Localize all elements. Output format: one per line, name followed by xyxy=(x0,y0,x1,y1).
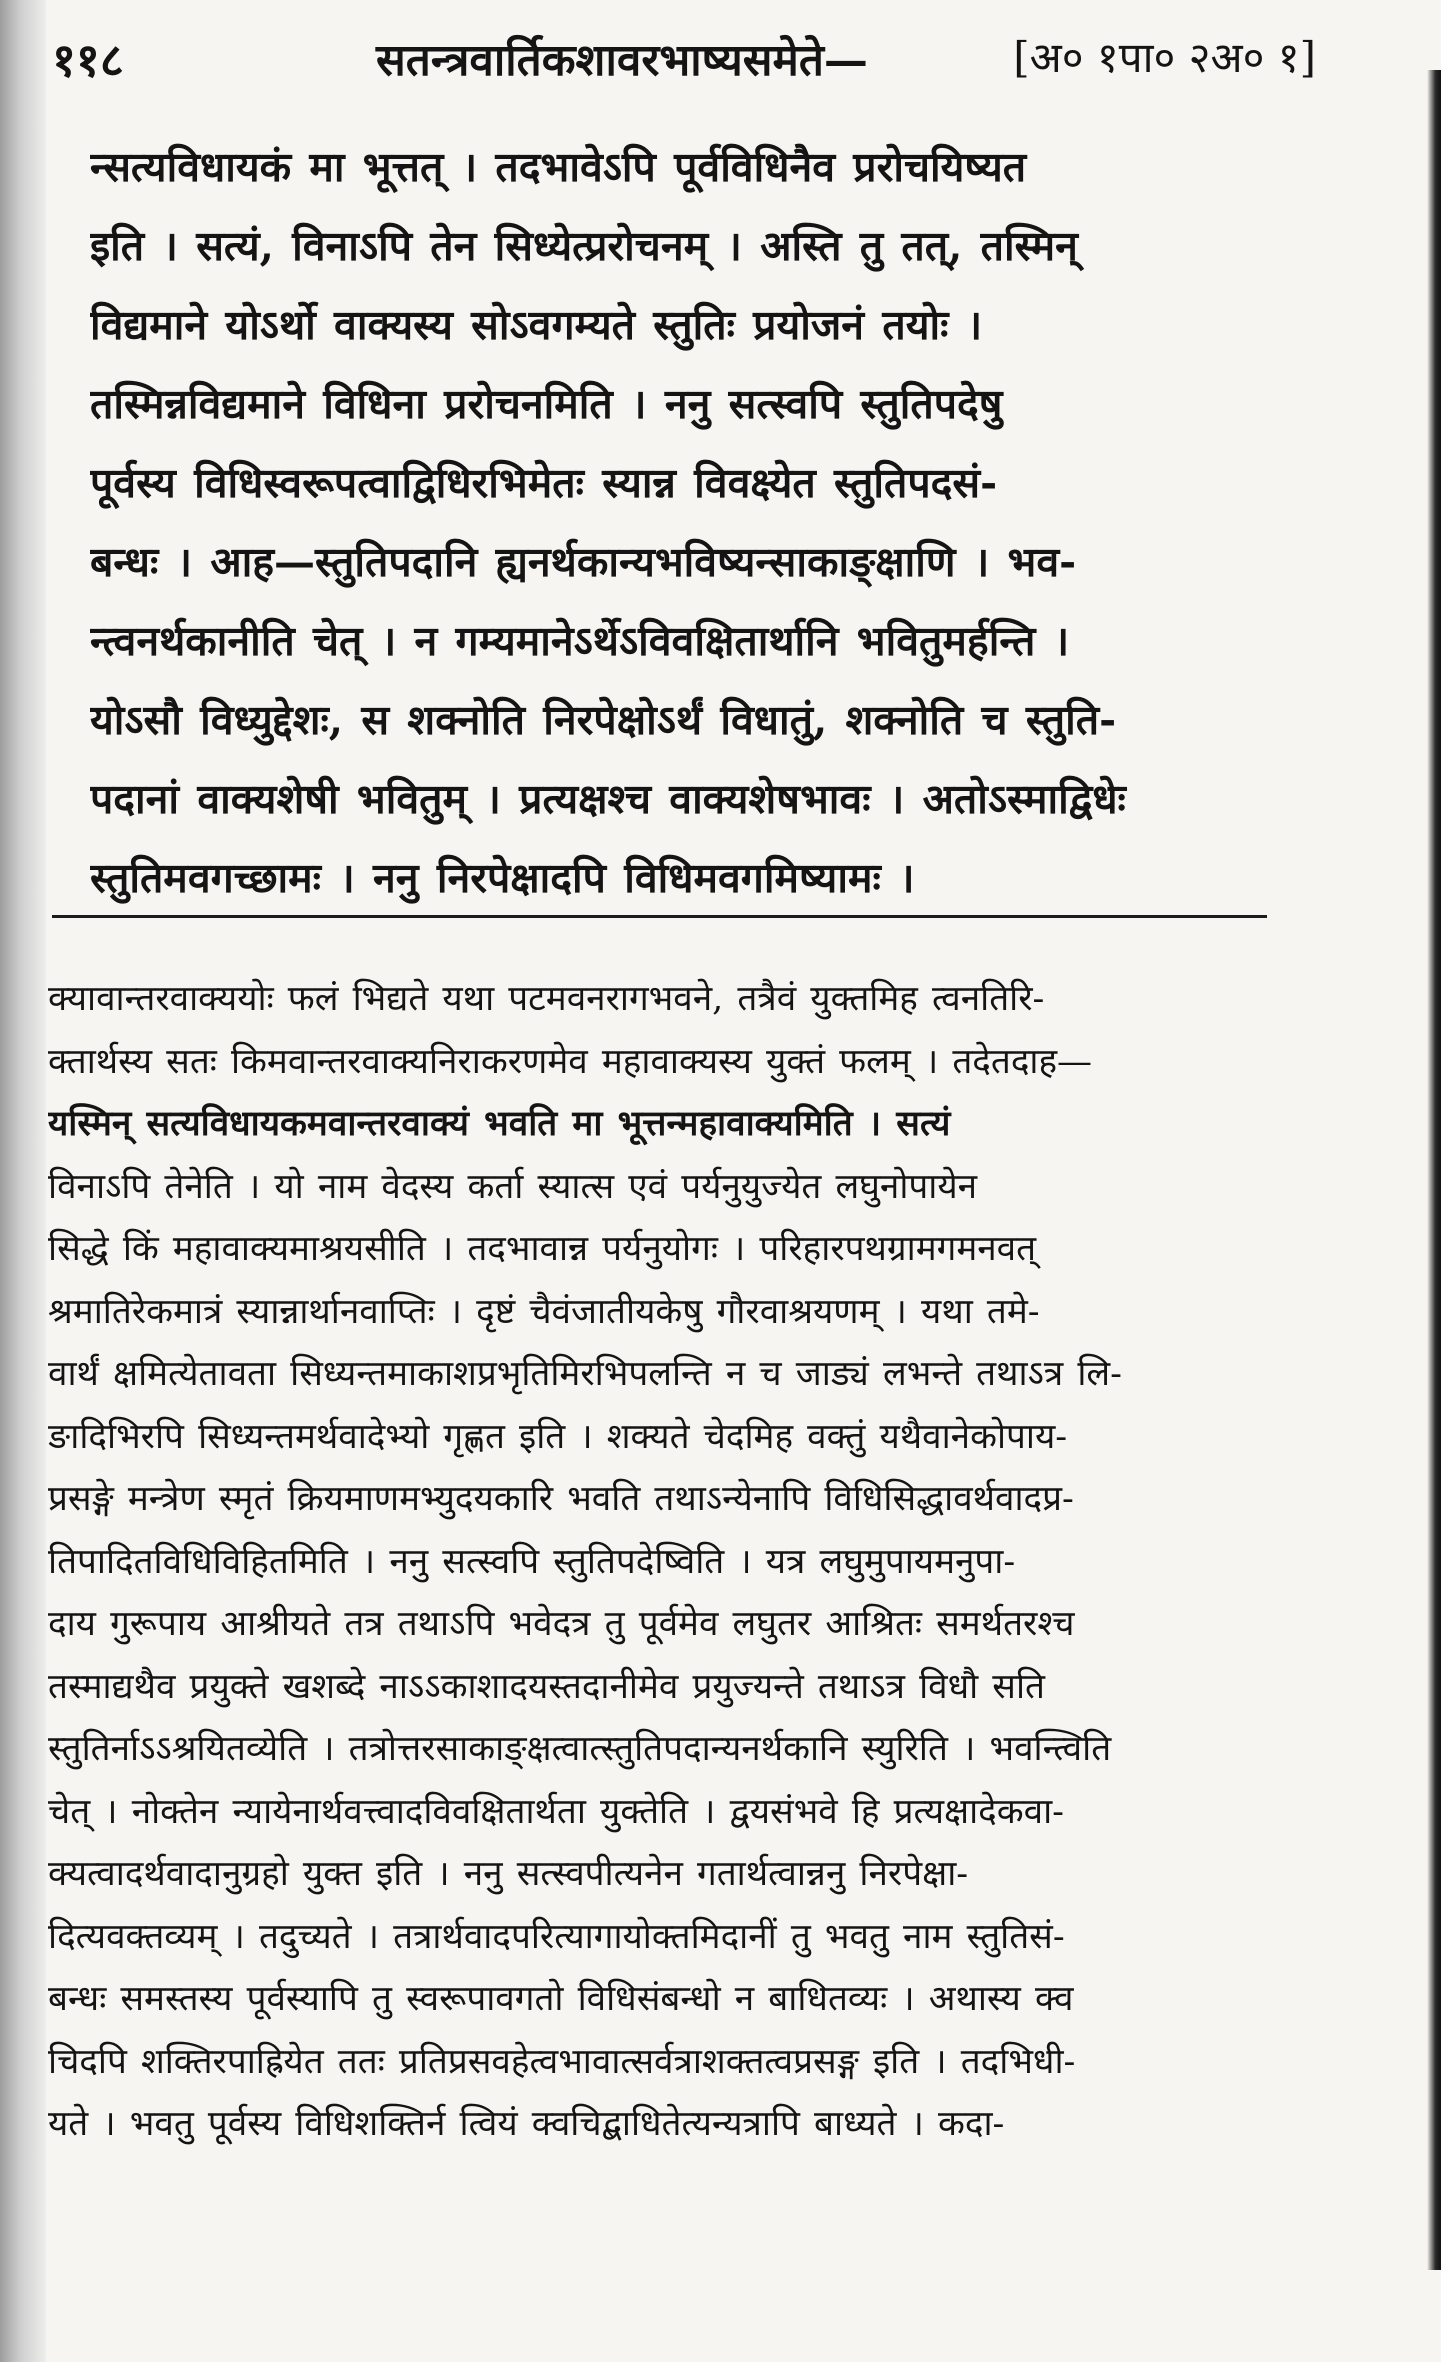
commentary-line: क्यत्वादर्थवादानुग्रहो युक्त इति । ननु सत्स्वपीत्यनेन गतार्थत्वान्ननु निरपेक्षा- xyxy=(48,1854,969,1894)
main-text-line: स्तुतिमवगच्छामः । ननु निरपेक्षादपि विधिमवगमिष्यामः । xyxy=(90,854,915,902)
commentary-line: तस्माद्यथैव प्रयुक्ते खशब्दे नाऽऽकाशादयस्तदानीमेव प्रयुज्यन्ते तथाऽत्र विधौ सति xyxy=(48,1666,1045,1707)
main-text-line: योऽसौ विध्युद्देशः, स शक्नोति निरपेक्षोऽर्थं विधातुं, शक्नोति च स्तुति- xyxy=(90,696,1117,744)
main-text-block xyxy=(90,128,1250,918)
main-text-line: विद्यमाने योऽर्थो वाक्यस्य सोऽवगम्यते स्तुतिः प्रयोजनं तयोः । xyxy=(90,301,983,349)
commentary-line: वार्थं क्षमित्येतावता सिध्यन्तमाकाशप्रभृतिमिरभिपलन्ति न च जाड्यं लभन्ते तथाऽत्र लि- xyxy=(48,1354,1122,1394)
right-edge-shadow xyxy=(1427,70,1441,2270)
main-text-line: बन्धः । आह—स्तुतिपदानि ह्यनर्थकान्यभविष्यन्साकाङ्क्षाणि । भव- xyxy=(90,538,1077,586)
page-spine-shadow xyxy=(0,0,46,2362)
commentary-line: यते । भवतु पूर्वस्य विधिशक्तिर्न त्वियं क्वचिद्बाधितेत्यन्यत्रापि बाध्यते । कदा- xyxy=(48,2104,1005,2144)
commentary-line: प्रसङ्गे मन्त्रेण स्मृतं क्रियमाणमभ्युदयकारि भवति तथाऽन्येनापि विधिसिद्धावर्थवादप्र- xyxy=(48,1479,1074,1519)
main-text-line: पूर्वस्य विधिस्वरूपत्वाद्विधिरभिमेतः स्यान्न विवक्ष्येत स्तुतिपदसं- xyxy=(90,459,998,507)
commentary-line: श्रमातिरेकमात्रं स्यान्नार्थानवाप्तिः । दृष्टं चैवंजातीयकेषु गौरवाश्रयणम् । यथा तमे- xyxy=(48,1291,1040,1332)
running-title: सतन्त्रवार्तिकशावरभाष्यसमेते— xyxy=(376,35,868,86)
main-text-line: न्त्वनर्थकानीति चेत् । न गम्यमानेऽर्थेऽविवक्षितार्थानि भवितुमर्हन्ति । xyxy=(90,617,1070,665)
commentary-line: बन्धः समस्तस्य पूर्वस्यापि तु स्वरूपावगतो विधिसंबन्धो न बाधितव्यः । अथास्य क्व xyxy=(48,1979,1074,2019)
commentary-line: दित्यवक्तव्यम् । तदुच्यते । तत्रार्थवादपरित्यागायोक्तमिदानीं तु भवतु नाम स्तुतिसं- xyxy=(48,1916,1065,1957)
commentary-line: सिद्धे किं महावाक्यमाश्रयसीति । तदभावान्न पर्यनुयोगः । परिहारपथग्रामगमनवत् xyxy=(48,1229,1037,1269)
commentary-line: स्तुतिर्नाऽऽश्रयितव्येति । तत्रोत्तरसाकाङ्क्षत्वात्स्तुतिपदान्यनर्थकानि स्युरिति । भवन्त्विति xyxy=(48,1729,1112,1769)
commentary-line: तिपादितविधिविहितमिति । ननु सत्स्वपि स्तुतिपदेष्विति । यत्र लघुमुपायमनुपा- xyxy=(48,1541,1016,1582)
commentary-line: दाय गुरूपाय आश्रीयते तत्र तथाऽपि भवेदत्र तु पूर्वमेव लघुतर आश्रितः समर्थतरश्च xyxy=(48,1604,1075,1644)
commentary-line: ङादिभिरपि सिध्यन्तमर्थवादेभ्यो गृह्णत इति । शक्यते चेदमिह वक्तुं यथैवानेकोपाय- xyxy=(48,1416,1068,1457)
commentary-block xyxy=(48,968,1298,2156)
main-text-line: न्सत्यविधायकं मा भूत्तत् । तदभावेऽपि पूर्वविधिनैव प्ररोचयिष्यत xyxy=(90,143,1027,191)
commentary-line: क्तार्थस्य सतः किमवान्तरवाक्यनिराकरणमेव महावाक्यस्य युक्तं फलम् । तदेतदाह— xyxy=(48,1041,1093,1082)
main-text-line: पदानां वाक्यशेषी भवितुम् । प्रत्यक्षश्च वाक्यशेषभावः । अतोऽस्माद्विधेः xyxy=(90,775,1126,823)
commentary-line: यस्मिन् सत्यविधायकमवान्तरवाक्यं भवति मा भूत्तन्महावाक्यमिति । सत्यं xyxy=(48,1103,951,1144)
section-divider xyxy=(52,915,1267,918)
page-number: ११८ xyxy=(52,33,124,87)
page-header xyxy=(46,22,1316,102)
commentary-line: क्यावान्तरवाक्ययोः फलं भिद्यते यथा पटमवनरागभवने, तत्रैवं युक्तमिह त्वनतिरि- xyxy=(48,979,1045,1019)
section-reference: [अ० १पा० २अ० १] xyxy=(1013,33,1316,82)
main-text-line: तस्मिन्नविद्यमाने विधिना प्ररोचनमिति । ननु सत्स्वपि स्तुतिपदेषु xyxy=(90,380,1003,428)
commentary-line: चिदपि शक्तिरपाह्रियेत ततः प्रतिप्रसवहेत्वभावात्सर्वत्राशक्तत्वप्रसङ्ग इति । तदभिधी- xyxy=(48,2041,1076,2082)
commentary-line: विनाऽपि तेनेति । यो नाम वेदस्य कर्ता स्यात्स एवं पर्यनुयुज्येत लघुनोपायेन xyxy=(48,1166,978,1207)
main-text-line: इति । सत्यं, विनाऽपि तेन सिध्येत्प्ररोचनम् । अस्ति तु तत्, तस्मिन् xyxy=(90,222,1078,270)
commentary-line: चेत् । नोक्तेन न्यायेनार्थवत्त्वादविवक्षितार्थता युक्तेति । द्वयसंभवे हि प्रत्यक्षादेकवा- xyxy=(48,1791,1064,1832)
